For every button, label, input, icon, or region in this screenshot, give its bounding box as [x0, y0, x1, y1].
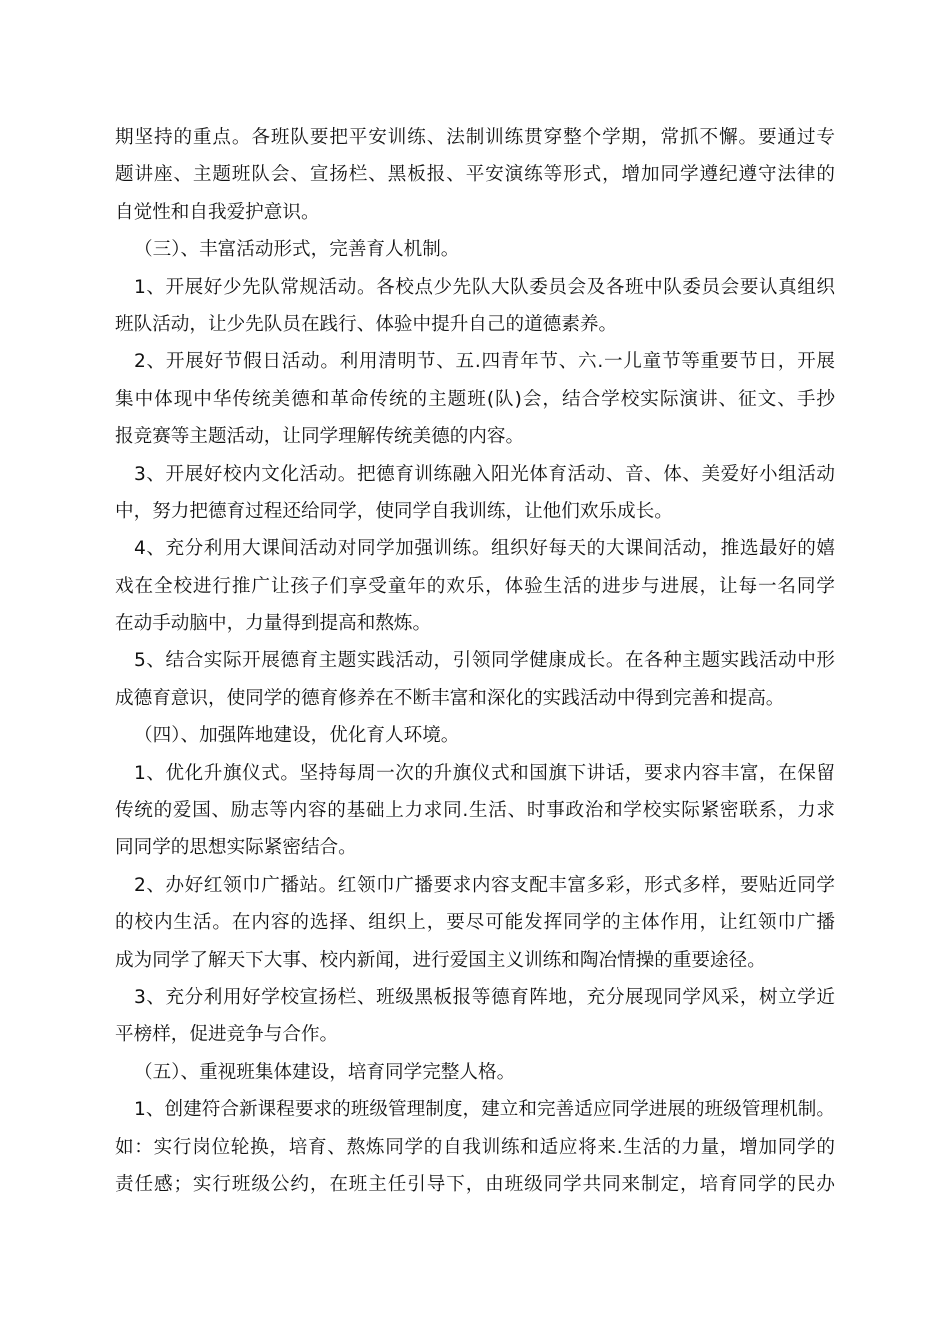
text-line: 中，努力把德育过程还给同学，使同学自我训练，让他们欢乐成长。: [115, 500, 673, 522]
text-line: 1、创建符合新课程要求的班级管理制度，建立和完善适应同学进展的班级管理机制。: [134, 1099, 835, 1121]
text-line: 在动手动脑中，力量得到提高和熬炼。: [115, 613, 432, 635]
document-page: [115, 119, 835, 1203]
text-line: 成德育意识，使同学的德育修养在不断丰富和深化的实践活动中得到完善和提高。: [115, 687, 785, 709]
text-line: 题讲座、主题班队会、宣扬栏、黑板报、平安演练等形式，增加同学遵纪遵守法律的: [115, 164, 835, 186]
text-line: 报竞赛等主题活动，让同学理解传统美德的内容。: [115, 426, 525, 448]
text-line: 1、开展好少先队常规活动。各校点少先队大队委员会及各班中队委员会要认真组织: [134, 276, 835, 298]
text-line: 成为同学了解天下大事、校内新闻，进行爱国主义训练和陶冶情操的重要途径。: [115, 949, 766, 971]
text-line: 责任感；实行班级公约，在班主任引导下，由班级同学共同来制定，培育同学的民办: [115, 1173, 835, 1195]
text-line: 平榜样，促进竞争与合作。: [115, 1024, 339, 1046]
text-line: 传统的爱国、励志等内容的基础上力求同.生活、时事政治和学校实际紧密联系，力求: [115, 800, 835, 822]
text-line: 4、充分利用大课间活动对同学加强训练。组织好每天的大课间活动，推选最好的嬉: [134, 538, 835, 560]
text-line: （五）、重视班集体建设，培育同学完整人格。: [134, 1061, 516, 1083]
text-line: 同同学的思想实际紧密结合。: [115, 837, 357, 859]
text-line: 如：实行岗位轮换，培育、熬炼同学的自我训练和适应将来.生活的力量，增加同学的: [115, 1136, 835, 1158]
text-line: 戏在全校进行推广让孩子们享受童年的欢乐，体验生活的进步与进展，让每一名同学: [115, 575, 835, 597]
text-line: 班队活动，让少先队员在践行、体验中提升自己的道德素养。: [115, 313, 618, 335]
text-line: 集中体现中华传统美德和革命传统的主题班(队)会，结合学校实际演讲、征文、手抄: [115, 388, 835, 410]
text-line: 1、优化升旗仪式。坚持每周一次的升旗仪式和国旗下讲话，要求内容丰富，在保留: [134, 762, 835, 784]
text-line: 2、开展好节假日活动。利用清明节、五.四青年节、六.一儿童节等重要节日，开展: [134, 351, 835, 373]
text-line: （四）、加强阵地建设，优化育人环境。: [134, 725, 460, 747]
text-line: 3、充分利用好学校宣扬栏、班级黑板报等德育阵地，充分展现同学风采，树立学近: [134, 986, 835, 1008]
text-line: 2、办好红领巾广播站。红领巾广播要求内容支配丰富多彩，形式多样，要贴近同学: [134, 874, 835, 896]
text-line: （三）、丰富活动形式，完善育人机制。: [134, 239, 460, 261]
text-line: 5、结合实际开展德育主题实践活动，引领同学健康成长。在各种主题实践活动中形: [134, 650, 835, 672]
text-line: 的校内生活。在内容的选择、组织上，要尽可能发挥同学的主体作用，让红领巾广播: [115, 912, 835, 934]
text-line: 期坚持的重点。各班队要把平安训练、法制训练贯穿整个学期，常抓不懈。要通过专: [115, 127, 835, 148]
text-line: 自觉性和自我爱护意识。: [115, 201, 320, 223]
text-line: 3、开展好校内文化活动。把德育训练融入阳光体育活动、音、体、美爱好小组活动: [134, 463, 835, 485]
